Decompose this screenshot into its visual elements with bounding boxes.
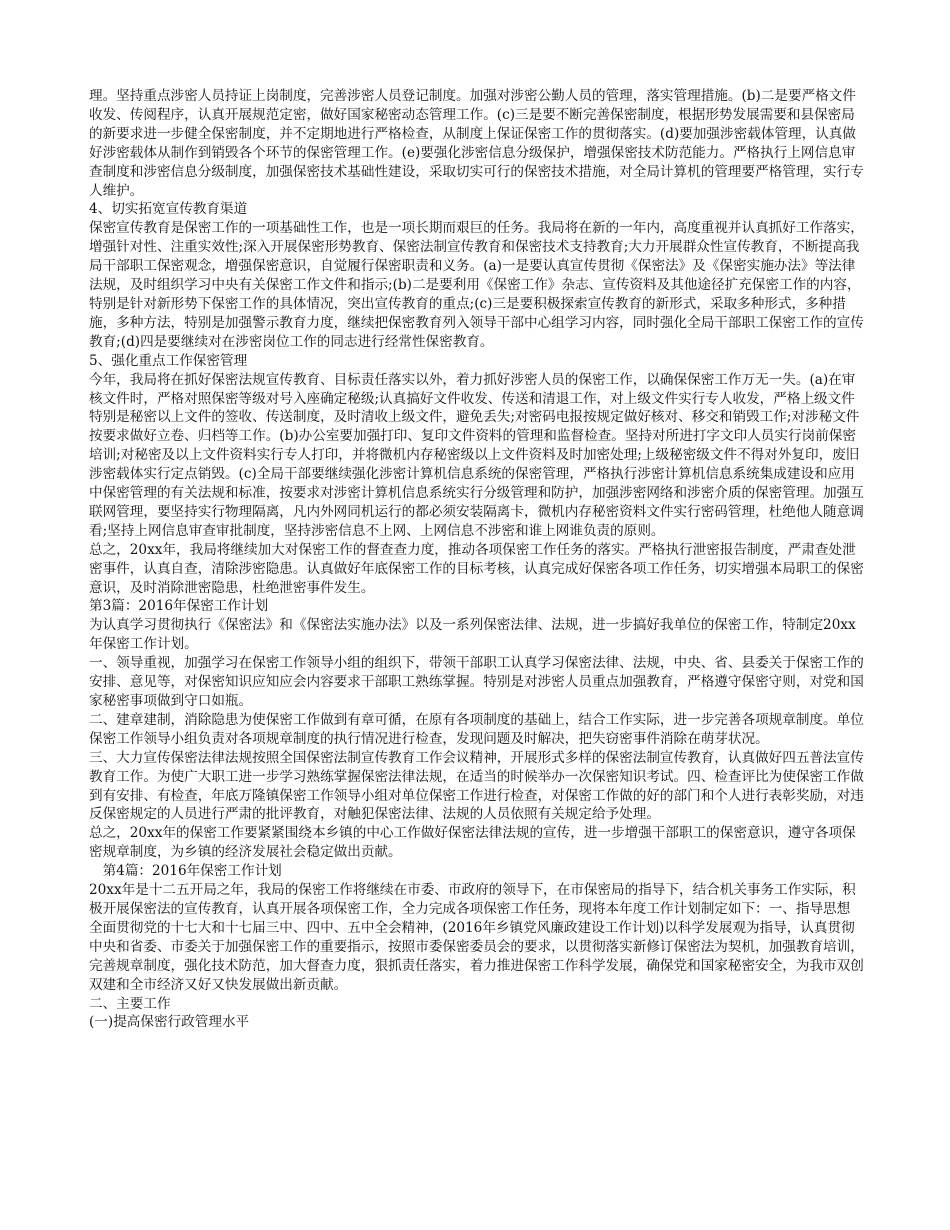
paragraph-guiding-thought: 全面贯彻党的十七大和十七届三中、四中、五中全会精神，(2016年乡镇党风廉政建设工作计划)以科学发展观为指导，认真贯彻中央和省委、市委关于加强保密工作的重要指示，按照市委保密委员会的要求，以贯彻落实新修订保密法为契机，加强教育培训，完善规章制度，强化技术防范，加大督查力度，狠抓责任落实，着力推进保密工作科学发展，确保党和国家秘密安全，为我市双创双建和全市经济又好又快发展做出新贡献。 (89, 919, 864, 993)
paragraph-summary: 总之，20xx年，我局将继续加大对保密工作的督查查力度，推动各项保密工作任务的落实。严格执行泄密报告制度，严肃查处泄密事件，认真自查，清除涉密隐患。认真做好年底保密工作的目标考核，认真完成好保密各项工作任务，切实增强本局职工的保密意识，及时消除泄密隐患，杜绝泄密事件发生。 (89, 541, 864, 596)
paragraph-key-work: 今年，我局将在抓好保密法规宣传教育、目标责任落实以外，着力抓好涉密人员的保密工作，以确保保密工作万无一失。(a)在审核文件时，严格对照保密等级对号入座确定秘级;认真搞好文件收发、传送和清退工作，对上级文件实行专人收发，严格上级文件特别是秘密以上文件的签收、传送制度，及时清收上级文件，避免丢失;对密码电报按规定做好核对、移交和销毁工作;对涉秘文件按要求做好立卷、归档等工作。(b)办公室要加强打印、复印文件资料的管理和监督检查。坚持对所进打字文印人员实行岗前保密培训;对秘密及以上文件资料实行专人打印，并将微机内存秘密级以上文件资料及时加密处理;上级秘密级文件不得对外复印，废旧涉密载体实行定点销毁。(c)全局干部要继续强化涉密计算机信息系统的保密管理，严格执行涉密计算机信息系统集成建设和应用中保密管理的有关法规和标准，按要求对涉密计算机信息系统实行分级管理和防护，加强涉密网络和涉密介质的保密管理。加强互联网管理，要坚持实行物理隔离，凡内外网同机运行的都必须安装隔离卡，微机内存秘密资料文件实行密码管理，杜绝他人随意调看;坚持上网信息审查审批制度，坚持涉密信息不上网、上网信息不涉密和谁上网谁负责的原则。 (89, 371, 864, 539)
paragraph-propaganda: 保密宣传教育是保密工作的一项基础性工作，也是一项长期而艰巨的任务。我局将在新的一年内，高度重视并认真抓好工作落实，增强针对性、注重实效性;深入开展保密形势教育、保密法制宣传教育和保密技术支持教育;大力开展群众性宣传教育，不断提高我局干部职工保密观念，增强保密意识，自觉履行保密职责和义务。(a)一是要认真宣传贯彻《保密法》及《保密实施办法》等法律法规，及时组织学习中央有关保密工作文件和指示;(b)二是要利用《保密工作》杂志、宣传资料及其他途径扩充保密工作的内容，特别是针对新形势下保密工作的具体情况，突出宣传教育的重点;(c)三是要积极探索宣传教育的新形式，采取多种形式，多种措施，多种方法，特别是加强警示教育力度，继续把保密教育列入领导干部中心组学习内容，同时强化全局干部职工保密工作的宣传教育;(d)四是要继续对在涉密岗位工作的同志进行经常性保密教育。 (89, 220, 864, 350)
article-title-3: 第3篇：2016年保密工作计划 (89, 598, 269, 615)
section-heading-main-work: 二、主要工作 (89, 995, 171, 1012)
paragraph-item-3: 三、大力宣传保密法律法规按照全国保密法制宣传教育工作会议精神，开展形式多样的保密法制宣传教育，认真做好四五普法宣传教育工作。为使广大职工进一步学习熟练掌握保密法律法规，在适当的时候举办一次保密知识考试。四、检查评比为使保密工作做到有安排、有检查，年底万隆镇保密工作领导小组对单位保密工作进行检查，对保密工作做的好的部门和个人进行表彰奖励，对违反保密规定的人员进行严肃的批评教育，对触犯保密法律、法规的人员依照有关规定给予处理。 (89, 749, 864, 823)
document-body (89, 87, 864, 1032)
subsection-heading-1: (一)提高保密行政管理水平 (89, 1014, 250, 1031)
paragraph-continuation: 理。坚持重点涉密人员持证上岗制度，完善涉密人员登记制度。加强对涉密公勤人员的管理，落实管理措施。(b)二是要严格文件收发、传阅程序，认真开展规范定密，做好国家秘密动态管理工作。(c)三是要不断完善保密制度，根据形势发展需要和县保密局的新要求进一步健全保密制度，并不定期地进行严格检查，从制度上保证保密工作的贯彻落实。(d)要加强涉密载体管理，认真做好涉密载体从制作到销毁各个环节的保密管理工作。(e)要强化涉密信息分级保护，增强保密技术防范能力。严格执行上网信息审查制度和涉密信息分级制度，加强保密技术基础性建设，采取切实可行的保密技术措施，对全局计算机的管理要严格管理，实行专人维护。 (89, 88, 864, 199)
paragraph-intro-4: 20xx年是十二五开局之年，我局的保密工作将继续在市委、市政府的领导下，在市保密局的指导下，结合机关事务工作实际，积极开展保密法的宣传教育，认真开展各项保密工作，全力完成各项保密工作任务，现将本年度工作计划制定如下：一、指导思想 (89, 882, 856, 917)
paragraph-item-2: 二、建章建制，消除隐患为使保密工作做到有章可循，在原有各项制度的基础上，结合工作实际，进一步完善各项规章制度。单位保密工作领导小组负责对各项规章制度的执行情况进行检查，发现问题及时解决，把失窃密事件消除在萌芽状况。 (89, 711, 864, 747)
paragraph-intro-3: 为认真学习贯彻执行《保密法》和《保密法实施办法》以及一系列保密法律、法规，进一步搞好我单位的保密工作，特制定20xx年保密工作计划。 (89, 617, 856, 653)
paragraph-item-1: 一、领导重视，加强学习在保密工作领导小组的组织下，带领干部职工认真学习保密法律、法规，中央、省、县委关于保密工作的安排、意见等，对保密知识应知应会内容要求干部职工熟练掌握。特别是对涉密人员重点加强教育，严格遵守保密守则，对党和国家秘密事项做到守口如瓶。 (89, 655, 864, 709)
section-heading-4: 4、切实拓宽宣传教育渠道 (89, 201, 248, 218)
section-heading-5: 5、强化重点工作保密管理 (89, 352, 248, 369)
article-title-4: 第4篇：2016年保密工作计划 (89, 863, 282, 880)
paragraph-summary-3: 总之，20xx年的保密工作要紧紧围绕本乡镇的中心工作做好保密法律法规的宣传，进一步增强干部职工的保密意识，遵守各项保密规章制度，为乡镇的经济发展社会稳定做出贡献。 (89, 825, 856, 861)
